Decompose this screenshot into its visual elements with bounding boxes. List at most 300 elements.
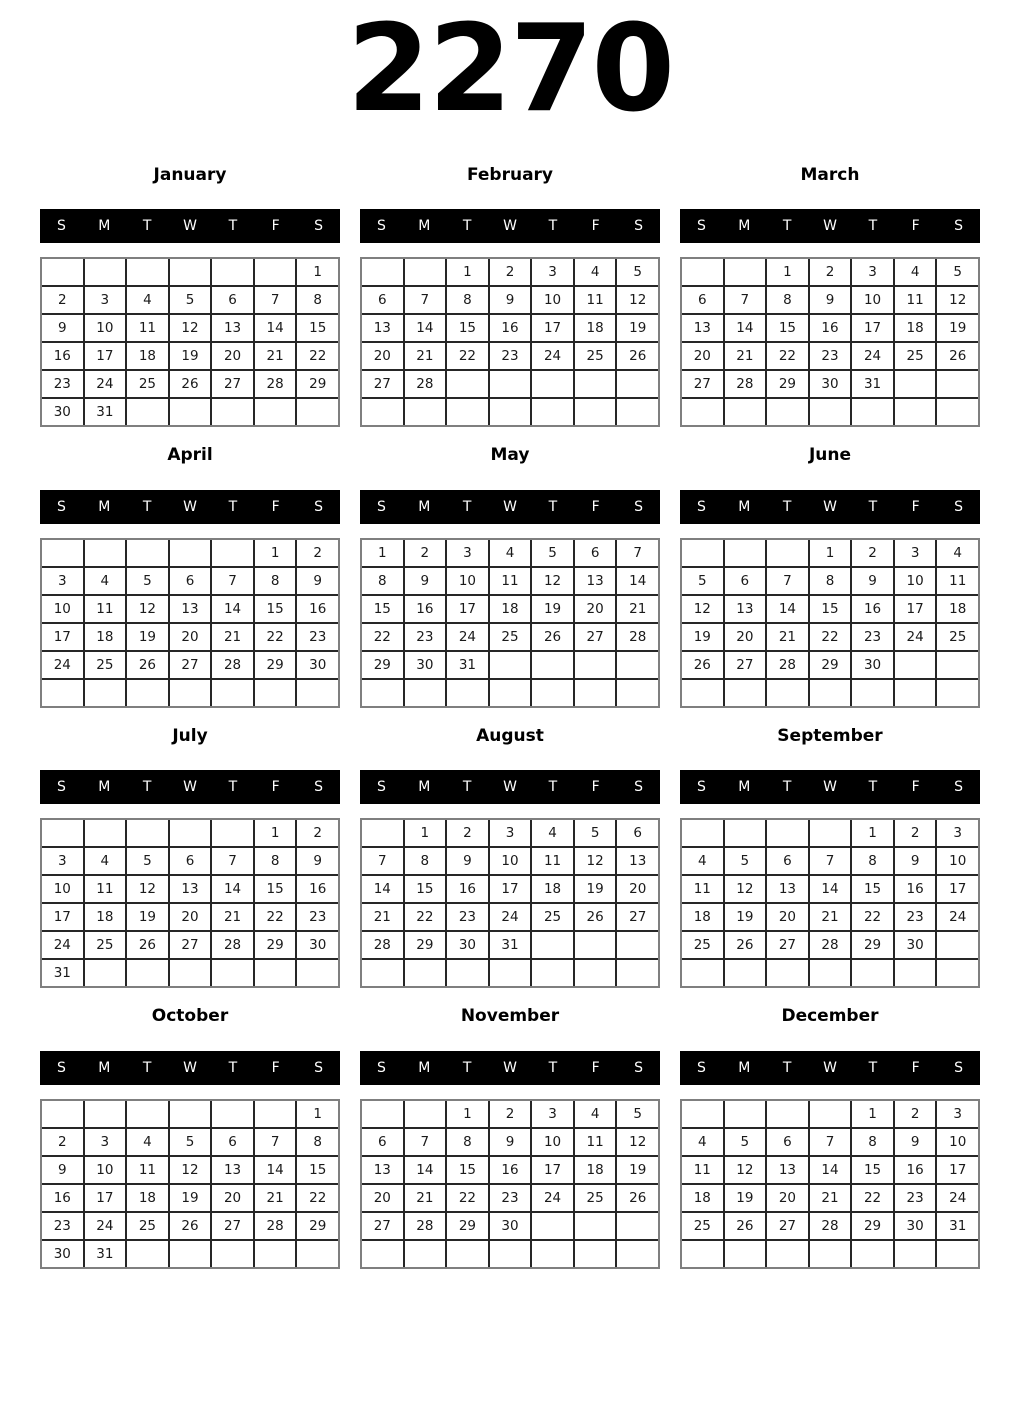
day-cell: 6	[682, 287, 723, 313]
day-cell: 30	[895, 932, 936, 958]
day-cell: 7	[767, 568, 808, 594]
day-cell-empty	[212, 540, 253, 566]
weekday-header-cell: S	[634, 779, 644, 796]
day-cell-empty	[767, 1241, 808, 1267]
day-cell: 9	[42, 1157, 83, 1183]
day-cell: 25	[532, 904, 573, 930]
day-cell: 26	[575, 904, 616, 930]
day-cell: 8	[255, 568, 296, 594]
day-cell: 22	[767, 343, 808, 369]
day-cell-empty	[127, 820, 168, 846]
day-cell: 9	[447, 848, 488, 874]
weekday-header-cell: W	[823, 779, 837, 796]
month-day-grid	[40, 1099, 340, 1269]
day-cell: 3	[42, 568, 83, 594]
weekday-header-cell: W	[823, 1059, 837, 1076]
day-cell: 28	[255, 1213, 296, 1239]
day-cell-empty	[810, 399, 851, 425]
day-cell: 7	[255, 1129, 296, 1155]
day-cell: 29	[852, 932, 893, 958]
month-block-may	[360, 445, 660, 707]
day-cell: 13	[575, 568, 616, 594]
day-cell: 10	[490, 848, 531, 874]
month-title: October	[151, 1006, 229, 1027]
weekday-header-cell: M	[98, 218, 111, 235]
day-cell: 9	[490, 287, 531, 313]
day-cell-empty	[85, 680, 126, 706]
day-cell: 5	[725, 848, 766, 874]
day-cell: 4	[682, 1129, 723, 1155]
day-cell: 12	[575, 848, 616, 874]
day-cell: 19	[617, 1157, 658, 1183]
day-cell: 3	[937, 1101, 978, 1127]
day-cell-empty	[170, 399, 211, 425]
weekday-header-row	[40, 770, 340, 804]
day-cell: 28	[405, 1213, 446, 1239]
day-cell: 2	[895, 1101, 936, 1127]
day-cell-empty	[42, 540, 83, 566]
weekday-header-cell: S	[634, 498, 644, 515]
weekday-header-cell: S	[696, 498, 706, 515]
day-cell: 5	[575, 820, 616, 846]
day-cell: 5	[617, 259, 658, 285]
day-cell: 3	[490, 820, 531, 846]
weekday-header-cell: T	[142, 1059, 152, 1076]
day-cell: 21	[405, 1185, 446, 1211]
weekday-header-row	[360, 770, 660, 804]
day-cell: 11	[85, 876, 126, 902]
day-cell: 31	[490, 932, 531, 958]
month-title: December	[781, 1006, 879, 1027]
day-cell: 20	[575, 596, 616, 622]
day-cell: 15	[255, 596, 296, 622]
day-cell: 7	[212, 848, 253, 874]
day-cell: 5	[532, 540, 573, 566]
day-cell: 22	[297, 1185, 338, 1211]
day-cell: 3	[447, 540, 488, 566]
day-cell: 10	[937, 1129, 978, 1155]
weekday-header-cell: S	[314, 779, 324, 796]
day-cell-empty	[297, 399, 338, 425]
day-cell-empty	[895, 371, 936, 397]
weekday-header-cell: S	[696, 218, 706, 235]
day-cell-empty	[617, 680, 658, 706]
day-cell: 6	[767, 1129, 808, 1155]
day-cell: 24	[852, 343, 893, 369]
day-cell: 13	[767, 876, 808, 902]
weekday-header-cell: F	[911, 1059, 920, 1076]
day-cell: 20	[362, 1185, 403, 1211]
day-cell: 10	[85, 1157, 126, 1183]
day-cell: 24	[532, 1185, 573, 1211]
day-cell-empty	[575, 960, 616, 986]
day-cell-empty	[810, 960, 851, 986]
weekday-header-cell: S	[954, 1059, 964, 1076]
day-cell-empty	[405, 1241, 446, 1267]
day-cell: 17	[895, 596, 936, 622]
weekday-header-cell: S	[954, 779, 964, 796]
day-cell: 24	[42, 652, 83, 678]
day-cell-empty	[617, 960, 658, 986]
day-cell: 28	[767, 652, 808, 678]
day-cell: 23	[490, 1185, 531, 1211]
month-day-grid	[680, 818, 980, 988]
weekday-header-cell: W	[823, 498, 837, 515]
day-cell: 9	[297, 848, 338, 874]
day-cell: 26	[937, 343, 978, 369]
day-cell: 20	[212, 343, 253, 369]
day-cell: 2	[405, 540, 446, 566]
day-cell: 14	[767, 596, 808, 622]
day-cell: 1	[852, 1101, 893, 1127]
day-cell: 5	[127, 568, 168, 594]
day-cell-empty	[575, 680, 616, 706]
weekday-header-cell: F	[271, 498, 280, 515]
day-cell-empty	[810, 1241, 851, 1267]
day-cell: 14	[810, 876, 851, 902]
day-cell-empty	[212, 259, 253, 285]
weekday-header-cell: M	[738, 779, 751, 796]
day-cell: 29	[447, 1213, 488, 1239]
day-cell-empty	[617, 652, 658, 678]
day-cell: 1	[447, 259, 488, 285]
day-cell: 15	[810, 596, 851, 622]
day-cell-empty	[852, 399, 893, 425]
day-cell: 10	[895, 568, 936, 594]
day-cell-empty	[532, 652, 573, 678]
day-cell: 25	[682, 932, 723, 958]
day-cell: 14	[405, 315, 446, 341]
day-cell-empty	[617, 1241, 658, 1267]
day-cell: 15	[447, 315, 488, 341]
day-cell: 17	[42, 904, 83, 930]
weekday-header-cell: S	[954, 218, 964, 235]
day-cell: 12	[617, 287, 658, 313]
day-cell: 13	[170, 876, 211, 902]
day-cell: 11	[895, 287, 936, 313]
month-title: November	[460, 1006, 560, 1027]
weekday-header-row	[40, 209, 340, 243]
month-title: September	[777, 725, 883, 746]
day-cell: 24	[937, 904, 978, 930]
day-cell: 2	[490, 1101, 531, 1127]
weekday-header-cell: T	[462, 218, 472, 235]
day-cell-empty	[682, 1101, 723, 1127]
day-cell: 12	[170, 315, 211, 341]
weekday-header-row	[680, 1051, 980, 1085]
day-cell: 6	[212, 1129, 253, 1155]
weekday-header-cell: F	[911, 498, 920, 515]
day-cell-empty	[617, 399, 658, 425]
day-cell: 23	[895, 1185, 936, 1211]
day-cell-empty	[42, 680, 83, 706]
day-cell: 21	[212, 904, 253, 930]
day-cell: 27	[767, 932, 808, 958]
day-cell: 28	[255, 371, 296, 397]
day-cell-empty	[255, 259, 296, 285]
day-cell-empty	[170, 680, 211, 706]
day-cell: 17	[85, 1185, 126, 1211]
day-cell: 4	[127, 1129, 168, 1155]
day-cell-empty	[725, 1241, 766, 1267]
day-cell: 14	[617, 568, 658, 594]
day-cell: 1	[852, 820, 893, 846]
day-cell: 21	[255, 343, 296, 369]
day-cell-empty	[85, 1101, 126, 1127]
weekday-header-cell: S	[376, 218, 386, 235]
day-cell-empty	[362, 399, 403, 425]
day-cell-empty	[127, 960, 168, 986]
day-cell: 22	[255, 624, 296, 650]
day-cell: 21	[810, 1185, 851, 1211]
day-cell-empty	[852, 1241, 893, 1267]
day-cell: 21	[405, 343, 446, 369]
day-cell: 17	[42, 624, 83, 650]
day-cell: 14	[405, 1157, 446, 1183]
day-cell: 30	[810, 371, 851, 397]
day-cell: 19	[725, 904, 766, 930]
day-cell: 13	[725, 596, 766, 622]
day-cell: 8	[852, 1129, 893, 1155]
day-cell-empty	[532, 371, 573, 397]
month-day-grid	[680, 538, 980, 708]
day-cell-empty	[617, 1213, 658, 1239]
day-cell: 15	[297, 315, 338, 341]
weekday-header-cell: T	[142, 779, 152, 796]
day-cell: 22	[447, 1185, 488, 1211]
weekday-header-cell: W	[183, 779, 197, 796]
day-cell-empty	[810, 820, 851, 846]
months-grid	[0, 165, 1020, 1269]
day-cell: 23	[42, 371, 83, 397]
day-cell-empty	[127, 399, 168, 425]
day-cell: 6	[725, 568, 766, 594]
day-cell-empty	[937, 399, 978, 425]
day-cell: 15	[255, 876, 296, 902]
weekday-header-cell: S	[954, 498, 964, 515]
day-cell: 24	[490, 904, 531, 930]
day-cell-empty	[852, 680, 893, 706]
day-cell: 25	[575, 343, 616, 369]
day-cell: 28	[362, 932, 403, 958]
day-cell: 27	[362, 371, 403, 397]
day-cell: 30	[852, 652, 893, 678]
day-cell: 10	[85, 315, 126, 341]
day-cell: 1	[447, 1101, 488, 1127]
day-cell: 17	[852, 315, 893, 341]
day-cell: 15	[362, 596, 403, 622]
day-cell: 17	[85, 343, 126, 369]
weekday-header-cell: S	[376, 1059, 386, 1076]
day-cell: 7	[405, 1129, 446, 1155]
month-day-grid	[360, 1099, 660, 1269]
day-cell: 30	[297, 652, 338, 678]
day-cell: 4	[575, 1101, 616, 1127]
weekday-header-cell: T	[868, 218, 878, 235]
day-cell: 22	[810, 624, 851, 650]
day-cell: 17	[937, 876, 978, 902]
day-cell: 12	[170, 1157, 211, 1183]
day-cell: 12	[937, 287, 978, 313]
day-cell: 9	[895, 848, 936, 874]
day-cell-empty	[725, 680, 766, 706]
day-cell-empty	[85, 960, 126, 986]
month-title: July	[172, 725, 208, 746]
month-block-september	[680, 726, 980, 988]
day-cell-empty	[297, 1241, 338, 1267]
weekday-header-cell: T	[228, 1059, 238, 1076]
day-cell: 11	[682, 876, 723, 902]
day-cell: 2	[810, 259, 851, 285]
day-cell-empty	[895, 1241, 936, 1267]
day-cell: 28	[617, 624, 658, 650]
day-cell-empty	[532, 680, 573, 706]
day-cell-empty	[895, 680, 936, 706]
weekday-header-cell: T	[228, 218, 238, 235]
day-cell: 13	[212, 1157, 253, 1183]
weekday-header-cell: F	[591, 779, 600, 796]
day-cell-empty	[852, 960, 893, 986]
day-cell: 6	[617, 820, 658, 846]
weekday-header-row	[360, 490, 660, 524]
month-day-grid	[360, 818, 660, 988]
day-cell-empty	[362, 1101, 403, 1127]
day-cell: 31	[42, 960, 83, 986]
day-cell: 29	[297, 371, 338, 397]
weekday-header-cell: S	[56, 218, 66, 235]
day-cell: 7	[617, 540, 658, 566]
day-cell: 13	[362, 315, 403, 341]
day-cell: 21	[810, 904, 851, 930]
day-cell: 23	[852, 624, 893, 650]
day-cell: 14	[362, 876, 403, 902]
day-cell: 15	[852, 1157, 893, 1183]
day-cell: 28	[810, 932, 851, 958]
weekday-header-cell: S	[696, 1059, 706, 1076]
weekday-header-cell: T	[868, 498, 878, 515]
day-cell: 26	[127, 932, 168, 958]
day-cell: 2	[852, 540, 893, 566]
day-cell: 20	[170, 904, 211, 930]
day-cell: 14	[255, 315, 296, 341]
day-cell: 3	[42, 848, 83, 874]
day-cell: 19	[682, 624, 723, 650]
weekday-header-cell: M	[418, 1059, 431, 1076]
day-cell: 18	[127, 343, 168, 369]
weekday-header-cell: F	[911, 779, 920, 796]
day-cell-empty	[170, 820, 211, 846]
day-cell-empty	[532, 960, 573, 986]
day-cell: 9	[42, 315, 83, 341]
weekday-header-cell: W	[183, 1059, 197, 1076]
day-cell-empty	[725, 259, 766, 285]
day-cell: 18	[490, 596, 531, 622]
day-cell: 5	[725, 1129, 766, 1155]
day-cell-empty	[682, 960, 723, 986]
day-cell: 24	[85, 371, 126, 397]
day-cell: 13	[362, 1157, 403, 1183]
day-cell: 29	[810, 652, 851, 678]
day-cell: 12	[617, 1129, 658, 1155]
day-cell-empty	[255, 1241, 296, 1267]
month-block-november	[360, 1006, 660, 1268]
day-cell: 23	[42, 1213, 83, 1239]
weekday-header-cell: M	[418, 218, 431, 235]
day-cell: 31	[447, 652, 488, 678]
day-cell-empty	[895, 960, 936, 986]
day-cell-empty	[212, 820, 253, 846]
weekday-header-cell: M	[98, 498, 111, 515]
day-cell: 21	[212, 624, 253, 650]
day-cell: 29	[255, 652, 296, 678]
weekday-header-cell: M	[738, 1059, 751, 1076]
day-cell: 25	[85, 932, 126, 958]
day-cell: 18	[895, 315, 936, 341]
day-cell: 19	[170, 1185, 211, 1211]
day-cell: 3	[852, 259, 893, 285]
day-cell-empty	[767, 540, 808, 566]
month-block-december	[680, 1006, 980, 1268]
day-cell-empty	[767, 399, 808, 425]
day-cell: 10	[852, 287, 893, 313]
day-cell: 8	[362, 568, 403, 594]
day-cell-empty	[937, 932, 978, 958]
day-cell-empty	[212, 680, 253, 706]
day-cell: 24	[895, 624, 936, 650]
day-cell: 13	[767, 1157, 808, 1183]
year-title: 2270	[347, 0, 673, 139]
day-cell: 2	[490, 259, 531, 285]
day-cell: 18	[575, 1157, 616, 1183]
day-cell: 12	[725, 876, 766, 902]
weekday-header-cell: T	[142, 218, 152, 235]
day-cell: 16	[405, 596, 446, 622]
day-cell: 18	[127, 1185, 168, 1211]
month-title: April	[167, 445, 213, 466]
day-cell: 1	[297, 1101, 338, 1127]
day-cell-empty	[85, 259, 126, 285]
day-cell: 22	[362, 624, 403, 650]
day-cell: 14	[212, 876, 253, 902]
day-cell: 25	[490, 624, 531, 650]
weekday-header-cell: T	[462, 779, 472, 796]
weekday-header-cell: T	[782, 218, 792, 235]
day-cell: 8	[767, 287, 808, 313]
day-cell: 1	[255, 540, 296, 566]
day-cell: 16	[490, 315, 531, 341]
day-cell: 30	[42, 399, 83, 425]
weekday-header-cell: W	[183, 498, 197, 515]
day-cell: 23	[895, 904, 936, 930]
day-cell: 4	[575, 259, 616, 285]
weekday-header-cell: W	[183, 218, 197, 235]
day-cell-empty	[682, 399, 723, 425]
month-day-grid	[360, 538, 660, 708]
day-cell: 22	[852, 1185, 893, 1211]
day-cell: 13	[682, 315, 723, 341]
weekday-header-cell: M	[738, 218, 751, 235]
day-cell: 27	[575, 624, 616, 650]
day-cell-empty	[170, 1241, 211, 1267]
day-cell: 25	[85, 652, 126, 678]
day-cell: 25	[575, 1185, 616, 1211]
day-cell: 20	[362, 343, 403, 369]
day-cell: 4	[85, 568, 126, 594]
day-cell: 27	[362, 1213, 403, 1239]
day-cell: 22	[255, 904, 296, 930]
day-cell: 11	[575, 1129, 616, 1155]
day-cell: 9	[895, 1129, 936, 1155]
